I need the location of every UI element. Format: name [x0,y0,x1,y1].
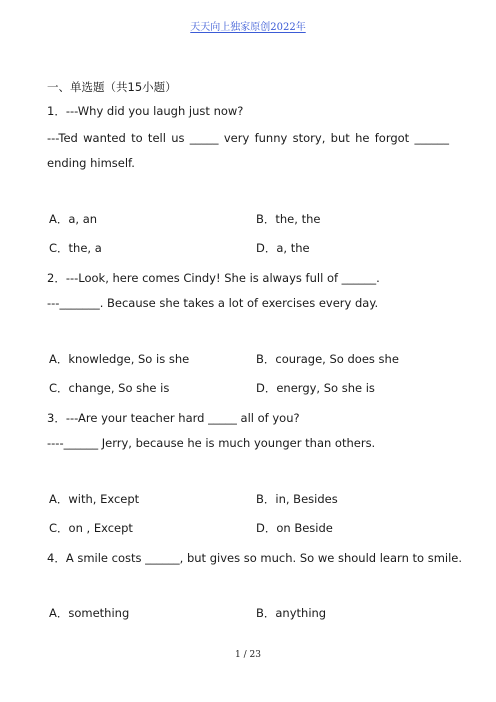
q4-option-b: B．anything [256,606,327,620]
q1-option-c: C．the, a [49,241,102,255]
header-text: 天天向上独家原创2022年 [190,22,306,33]
page-number: 1 / 23 [235,650,261,660]
q1-line2: ---Ted wanted to tell us _____ very funny story, but he forgot ______ [47,131,449,145]
q4-stem: 4．A smile costs ______, but gives so much. So we should learn to smile. [47,551,463,565]
q1-line3: ending himself. [47,156,135,170]
q2-stem: 2．---Look, here comes Cindy! She is always full of ______. [47,271,380,285]
q2-option-a: A．knowledge, So is she [49,352,190,366]
q4-option-a: A．something [49,606,130,620]
q1-option-d: D．a, the [256,241,310,255]
q2-option-c: C．change, So she is [49,381,170,395]
q3-stem: 3．---Are your teacher hard _____ all of you? [47,411,300,425]
section-title: 一、单选题（共15小题） [47,80,177,94]
q3-line2: ----______ Jerry, because he is much younger than others. [47,436,376,450]
q3-option-d: D．on Beside [256,521,333,535]
q3-option-c: C．on , Except [49,521,133,535]
q3-option-b: B．in, Besides [256,492,338,506]
q2-option-b: B．courage, So does she [256,352,399,366]
q1-option-a: A．a, an [49,212,98,226]
page-header [0,18,496,33]
q1-stem: 1．---Why did you laugh just now? [47,104,244,118]
q2-line2: ---_______. Because she takes a lot of exercises every day. [47,296,379,310]
q3-option-a: A．with, Except [49,492,140,506]
q2-option-d: D．energy, So she is [256,381,375,395]
q1-option-b: B．the, the [256,212,321,226]
